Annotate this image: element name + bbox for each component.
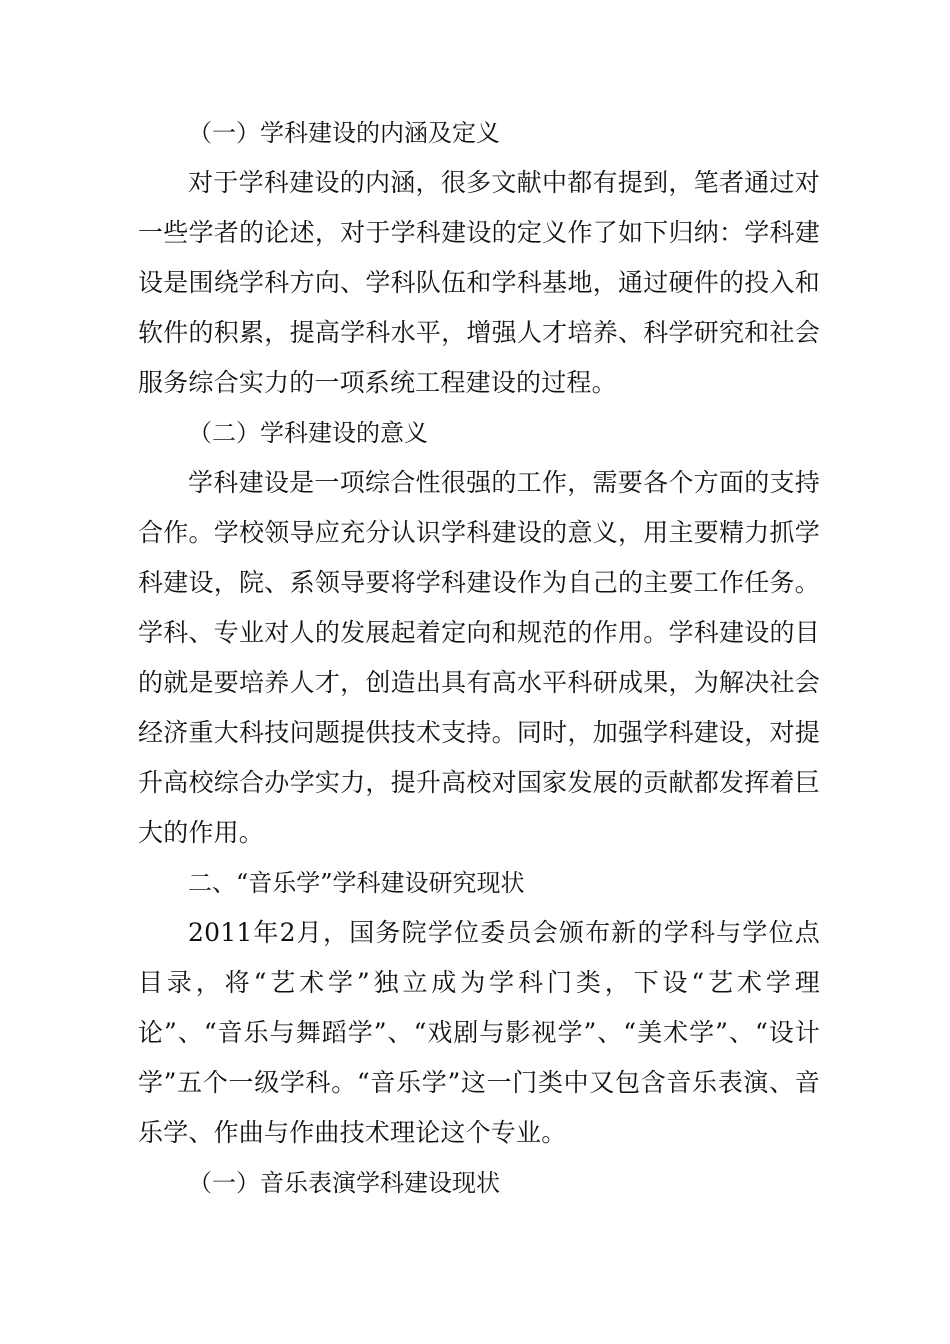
paragraph-research-status: 2011年2月，国务院学位委员会颁布新的学科与学位点目录，将“艺术学”独立成为学科门类，下设“艺术学理论”、“音乐与舞蹈学”、“戏剧与影视学”、“美术学”、“设计学”五个一级学科。“音乐学”这一门类中又包含音乐表演、音乐学、作曲与作曲技术理论这个专业。 <box>138 918 820 1147</box>
section-heading-connotation-definition: （一）学科建设的内涵及定义 <box>188 119 500 147</box>
section-heading-significance: （二）学科建设的意义 <box>188 419 428 447</box>
paragraph-significance: 学科建设是一项综合性很强的工作，需要各个方面的支持合作。学校领导应充分认识学科建设的意义，用主要精力抓学科建设，院、系领导要将学科建设作为自己的主要工作任务。学科、专业对人的发展起着定向和规范的作用。学科建设的目的就是要培养人才，创造出具有高水平科研成果，为解决社会经济重大科技问题提供技术支持。同时，加强学科建设，对提升高校综合办学实力，提升高校对国家发展的贡献都发挥着巨大的作用。 <box>138 468 820 847</box>
document-page <box>138 108 820 1208</box>
paragraph-connotation: 对于学科建设的内涵，很多文献中都有提到，笔者通过对一些学者的论述，对于学科建设的定义作了如下归纳：学科建设是围绕学科方向、学科队伍和学科基地，通过硬件的投入和软件的积累，提高学科水平，增强人才培养、科学研究和社会服务综合实力的一项系统工程建设的过程。 <box>138 168 820 397</box>
section-heading-research-status: 二、“音乐学”学科建设研究现状 <box>188 869 525 897</box>
section-heading-performance-status: （一）音乐表演学科建设现状 <box>188 1169 500 1197</box>
